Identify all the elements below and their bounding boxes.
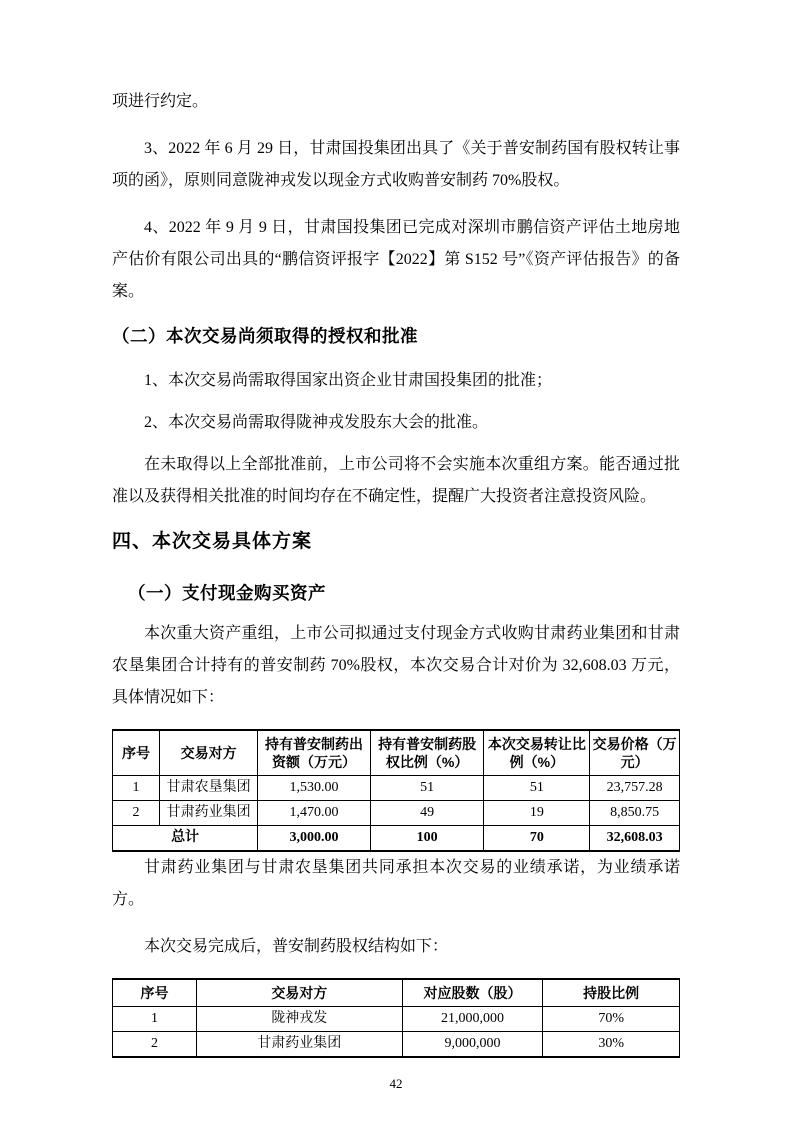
heading-chapter-4: 四、本次交易具体方案: [112, 531, 313, 552]
col-holding-ratio: 持股比例: [543, 979, 680, 1007]
cell-counterparty: 陇神戎发: [196, 1007, 402, 1032]
col-shares: 对应股数（股）: [402, 979, 543, 1007]
cell-total-label: 总计: [113, 826, 258, 852]
table-total-row: [113, 826, 680, 852]
equity-purchase-table: [112, 729, 680, 852]
para-item-3: 3、2022 年 6 月 29 日，甘肃国投集团出具了《关于普安制药国有股权转让事项的函》，原则同意陇神戎发以现金方式收购普安制药 70%股权。: [112, 140, 680, 189]
col-equity-ratio: 持有普安制药股权比例（%）: [370, 730, 483, 776]
cell-seq: 2: [113, 801, 160, 826]
col-seq: 序号: [113, 730, 160, 776]
col-price: 交易价格（万元）: [590, 730, 680, 776]
cell-seq: 2: [113, 1032, 197, 1058]
cell-total-equity-ratio: 100: [370, 826, 483, 852]
cell-holding-ratio: 30%: [543, 1032, 680, 1058]
col-seq: 序号: [113, 979, 197, 1007]
shareholding-table: [112, 978, 680, 1058]
para-risk-notice: 在未取得以上全部批准前，上市公司将不会实施本次重组方案。能否通过批准以及获得相关批准的时间均存在不确定性，提醒广大投资者注意投资风险。: [112, 456, 680, 505]
cell-counterparty: 甘肃药业集团: [196, 1032, 402, 1058]
cell-price: 23,757.28: [590, 776, 680, 801]
cell-equity-ratio: 51: [370, 776, 483, 801]
cell-total-price: 32,608.03: [590, 826, 680, 852]
cell-shares: 9,000,000: [402, 1032, 543, 1058]
para-approval-1: 1、本次交易尚需取得国家出资企业甘肃国投集团的批准；: [144, 372, 553, 389]
cell-total-capital: 3,000.00: [258, 826, 371, 852]
page-number: 42: [389, 1076, 403, 1091]
table-header-row: [113, 979, 680, 1007]
cell-counterparty: 甘肃农垦集团: [160, 776, 258, 801]
col-capital: 持有普安制药出资额（万元）: [258, 730, 371, 776]
table-row: [113, 1032, 680, 1058]
para-commitment: 甘肃药业集团与甘肃农垦集团共同承担本次交易的业绩承诺，为业绩承诺方。: [112, 859, 680, 908]
cell-capital: 1,470.00: [258, 801, 371, 826]
table-row: [113, 801, 680, 826]
table-row: [113, 776, 680, 801]
para-structure-intro: 本次交易完成后，普安制药股权结构如下：: [144, 938, 449, 955]
cell-seq: 1: [113, 1007, 197, 1032]
cell-price: 8,850.75: [590, 801, 680, 826]
cell-seq: 1: [113, 776, 160, 801]
col-counterparty: 交易对方: [196, 979, 402, 1007]
para-plan: 本次重大资产重组，上市公司拟通过支付现金方式收购甘肃药业集团和甘肃农垦集团合计持有的普安制药 70%股权，本次交易合计对价为 32,608.03 万元，具体情况如下：: [112, 625, 680, 706]
col-transfer-ratio: 本次交易转让比例（%）: [484, 730, 590, 776]
cell-counterparty: 甘肃药业集团: [160, 801, 258, 826]
cell-capital: 1,530.00: [258, 776, 371, 801]
cell-total-transfer-ratio: 70: [484, 826, 590, 852]
col-counterparty: 交易对方: [160, 730, 258, 776]
heading-section-1: （一）支付现金购买资产: [128, 583, 326, 603]
table-row: [113, 1007, 680, 1032]
cell-transfer-ratio: 19: [484, 801, 590, 826]
table-header-row: [113, 730, 680, 776]
para-approval-2: 2、本次交易尚需取得陇神戎发股东大会的批准。: [144, 414, 489, 431]
cell-shares: 21,000,000: [402, 1007, 543, 1032]
para-item-4: 4、2022 年 9 月 9 日，甘肃国投集团已完成对深圳市鹏信资产评估土地房地产估价有限公司出具的“鹏信资评报字【2022】第 S152 号”《资产评估报告》的备案。: [112, 219, 680, 300]
cell-transfer-ratio: 51: [484, 776, 590, 801]
cell-holding-ratio: 70%: [543, 1007, 680, 1032]
heading-section-2: （二）本次交易尚须取得的授权和批准: [112, 326, 418, 346]
cell-equity-ratio: 49: [370, 801, 483, 826]
para-continuation: 项进行约定。: [112, 93, 209, 110]
approval-items: [112, 365, 680, 439]
